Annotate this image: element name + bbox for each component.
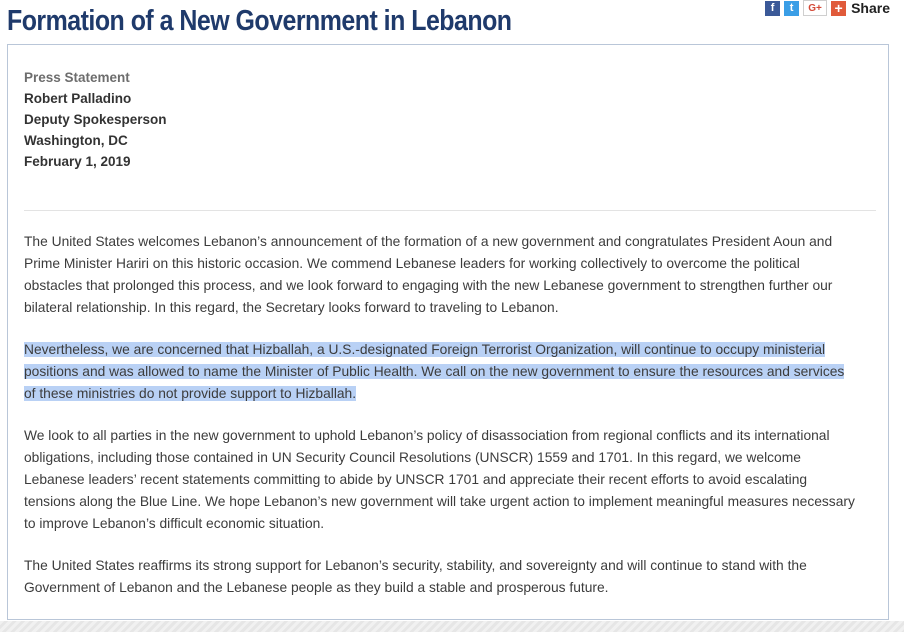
text-line: The United States welcomes Lebanon’s announcement of the formation of a new government and congratulates President Aoun and (24, 234, 833, 249)
facebook-icon[interactable]: f (765, 1, 780, 16)
text-line-wrap (24, 383, 884, 405)
text-line: to improve Lebanon’s difficult economic situation. (24, 516, 325, 531)
share-bar (765, 0, 890, 16)
share-button[interactable]: Share (851, 0, 890, 16)
text-line: We look to all parties in the new government to uphold Lebanon’s policy of disassociation from regional conflicts and its international (24, 428, 830, 443)
author-name: Robert Palladino (24, 91, 132, 106)
plus-icon[interactable]: + (831, 1, 846, 16)
divider (24, 210, 876, 211)
paragraph-1 (24, 231, 884, 319)
text-line: obligations, including those contained in UN Security Council Resolutions (UNSCR) 1559 and 1701. In this regard, we welcome (24, 450, 801, 465)
statement-location: Washington, DC (24, 133, 128, 148)
paragraph-2-selected (24, 339, 884, 405)
twitter-icon[interactable]: t (784, 1, 799, 16)
footer-pattern (0, 621, 904, 632)
google-plus-icon[interactable]: G+ (803, 0, 827, 16)
selected-text: Nevertheless, we are concerned that Hizballah, a U.S.-designated Foreign Terrorist Organization, will continue to occupy ministerial (24, 342, 826, 357)
selected-text: of these ministries do not provide support to Hizballah. (24, 386, 357, 401)
author-role: Deputy Spokesperson (24, 112, 167, 127)
text-line-wrap (24, 339, 884, 361)
paragraph-4 (24, 555, 884, 599)
page-title: Formation of a New Government in Lebanon (7, 5, 512, 37)
statement-date: February 1, 2019 (24, 154, 131, 169)
text-line: Lebanese leaders’ recent statements committing to abide by UNSCR 1701 and appreciate their recent efforts to avoid escalating (24, 472, 808, 487)
statement-type: Press Statement (24, 70, 130, 85)
text-line: Prime Minister Hariri on this historic occasion. We commend Lebanese leaders for working collectively to overcome the political (24, 256, 800, 271)
text-line: The United States reaffirms its strong support for Lebanon’s security, stability, and sovereignty and will continue to stand with the (24, 558, 807, 573)
text-line: tensions along the Blue Line. We hope Lebanon’s new government will take urgent action to implement meaningful measures necessary (24, 494, 855, 509)
text-line: Government of Lebanon and the Lebanese people as they build a stable and prosperous future. (24, 580, 609, 595)
statement-meta (24, 67, 167, 172)
press-statement-card (7, 44, 889, 620)
selected-text: positions and was allowed to name the Minister of Public Health. We call on the new government to ensure the resources and services (24, 364, 845, 379)
paragraph-3 (24, 425, 884, 535)
text-line: obstacles that prolonged this process, and we look forward to engaging with the new Lebanese government to strengthen further our (24, 278, 833, 293)
text-line-wrap (24, 361, 884, 383)
text-line: bilateral relationship. In this regard, the Secretary looks forward to traveling to Lebanon. (24, 300, 559, 315)
